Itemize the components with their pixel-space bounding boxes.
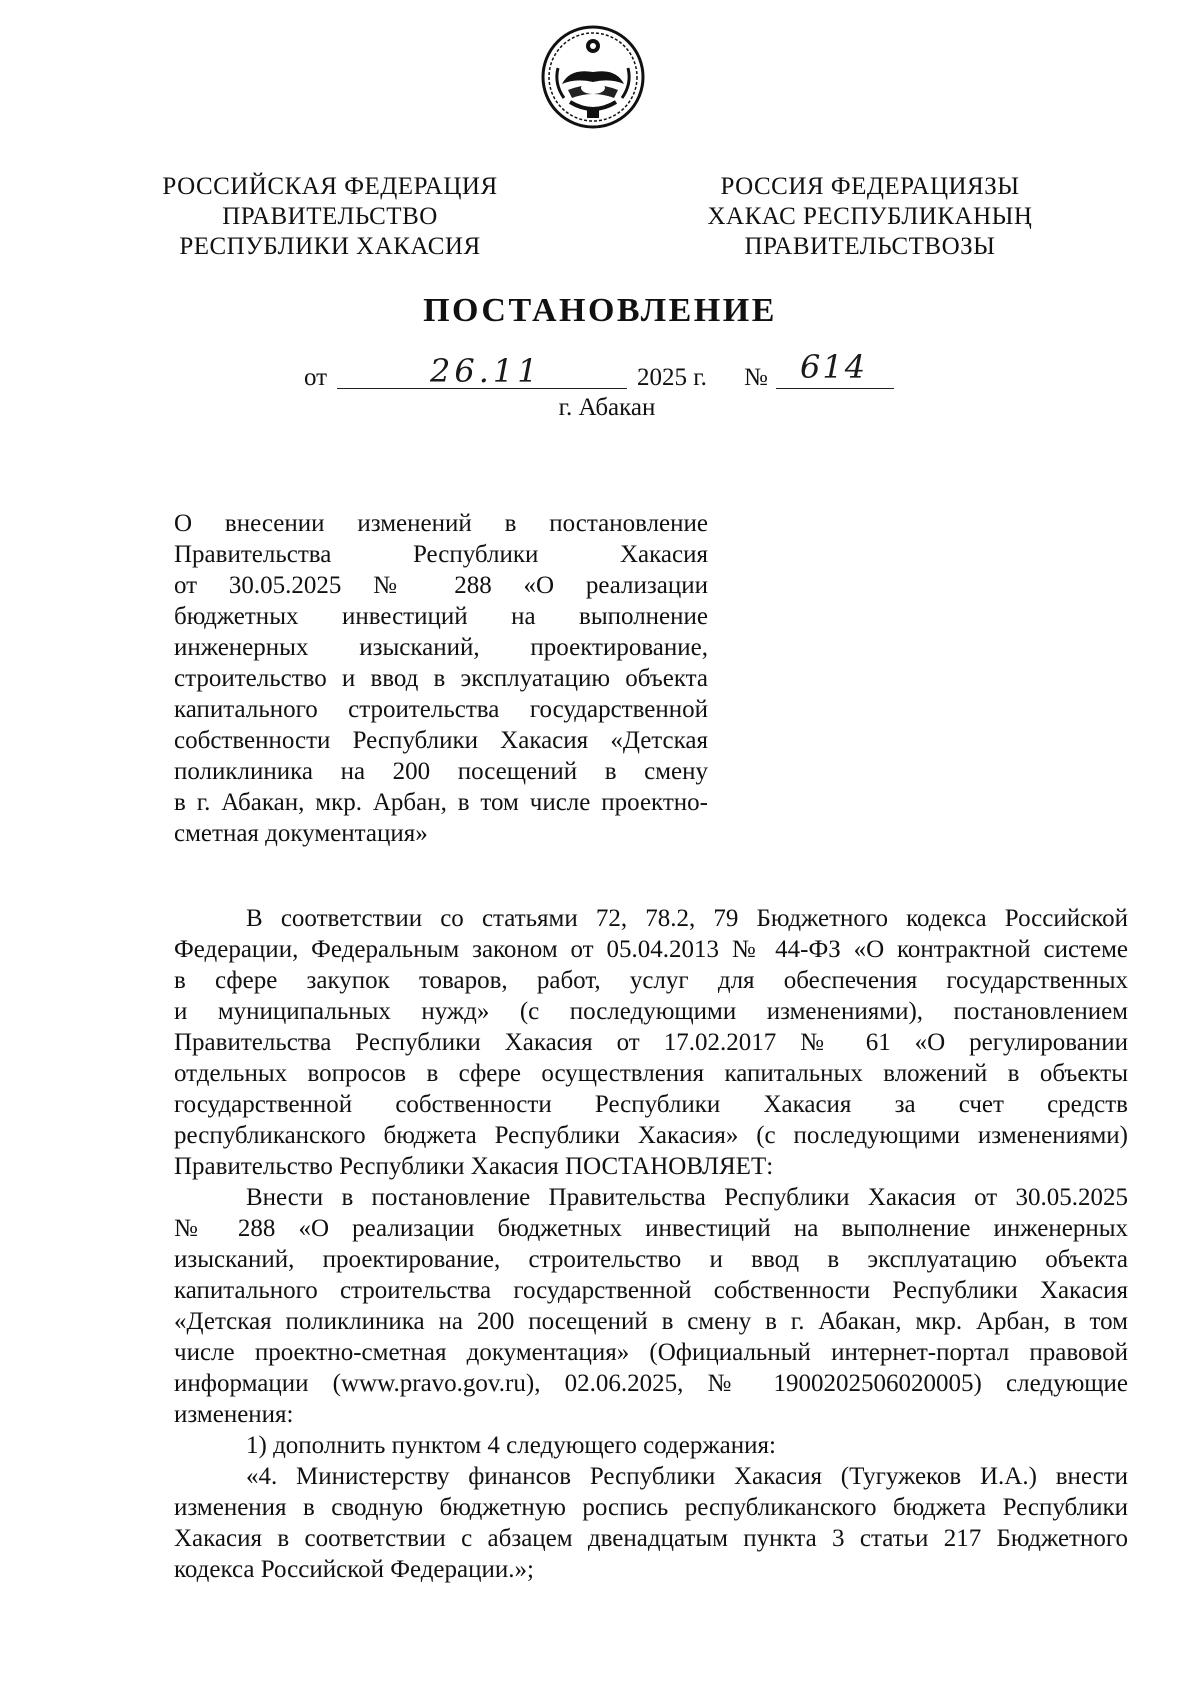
body-text <box>174 903 1128 1585</box>
document-title: ПОСТАНОВЛЕНИЕ <box>423 292 777 329</box>
header-right-line: ХАКАС РЕСПУБЛИКАНЫҢ <box>707 203 1033 230</box>
year-label: 2025 г. <box>637 364 707 391</box>
subject-line: от 30.05.2025 № 288 «О реализации <box>174 572 708 599</box>
body-line: отдельных вопросов в сфере осуществления капитальных вложений в объекты <box>174 1060 1128 1087</box>
body-line: информации (www.pravo.gov.ru), 02.06.2025, № 1900202506020005) следующие <box>174 1370 1128 1397</box>
header-left-line: РОССИЙСКАЯ ФЕДЕРАЦИЯ <box>162 173 498 200</box>
body-line: 1) дополнить пунктом 4 следующего содержания: <box>246 1432 776 1459</box>
date-number-line <box>0 348 1200 398</box>
subject-line: в г. Абакан, мкр. Арбан, в том числе проектно- <box>174 789 708 816</box>
body-line: в сфере закупок товаров, работ, услуг для обеспечения государственных <box>174 967 1128 994</box>
subject-line: строительство и ввод в эксплуатацию объекта <box>174 665 708 692</box>
from-label: от <box>304 364 328 391</box>
body-line: Правительство Республики Хакасия ПОСТАНОВЛЯЕТ: <box>174 1153 774 1180</box>
header-left-line: ПРАВИТЕЛЬСТВО <box>222 203 438 230</box>
subject-line: поликлиника на 200 посещений в смену <box>174 758 708 785</box>
header-right <box>690 172 1050 262</box>
subject-line: Правительства Республики Хакасия <box>174 541 708 568</box>
body-line: и муниципальных нужд» (с последующими изменениями), постановлением <box>174 998 1128 1025</box>
subject-line: О внесении изменений в постановление <box>174 510 708 537</box>
body-line: изменения: <box>174 1401 294 1428</box>
body-line: кодекса Российской Федерации.»; <box>174 1556 534 1583</box>
body-line: Хакасия в соответствии с абзацем двенадцатым пункта 3 статьи 217 Бюджетного <box>174 1525 1128 1552</box>
body-line: изысканий, проектирование, строительство и ввод в эксплуатацию объекта <box>174 1246 1128 1273</box>
subject-line: инженерных изысканий, проектирование, <box>174 634 708 661</box>
body-line: «Детская поликлиника на 200 посещений в смену в г. Абакан, мкр. Арбан, в том <box>174 1308 1128 1335</box>
body-line: № 288 «О реализации бюджетных инвестиций на выполнение инженерных <box>174 1215 1128 1242</box>
body-line: изменения в сводную бюджетную роспись республиканского бюджета Республики <box>174 1494 1128 1521</box>
coat-of-arms-icon <box>540 24 646 130</box>
body-line: государственной собственности Республики Хакасия за счет средств <box>174 1091 1128 1118</box>
subject-line: бюджетных инвестиций на выполнение <box>174 603 708 630</box>
subject-line: сметная документация» <box>174 820 428 847</box>
header-right-line: РОССИЯ ФЕДЕРАЦИЯЗЫ <box>720 173 1020 200</box>
body-line: числе проектно-сметная документация» (Официальный интернет-портал правовой <box>174 1339 1128 1366</box>
subject-block <box>174 508 708 849</box>
subject-line: капитального строительства государственной <box>174 696 708 723</box>
body-line: «4. Министерству финансов Республики Хакасия (Тугужеков И.А.) внести <box>246 1463 1128 1490</box>
number-label: № <box>744 364 768 391</box>
handwritten-number: 614 <box>800 348 868 386</box>
header-left <box>140 172 520 262</box>
handwritten-date: 26.11 <box>430 352 542 390</box>
subject-line: собственности Республики Хакасия «Детская <box>174 727 708 754</box>
city-label: г. Абакан <box>558 394 656 421</box>
number-underline <box>776 388 894 389</box>
header-right-line: ПРАВИТЕЛЬСТВОЗЫ <box>744 233 996 260</box>
body-line: Внести в постановление Правительства Республики Хакасия от 30.05.2025 <box>246 1184 1128 1211</box>
body-line: капитального строительства государственной собственности Республики Хакасия <box>174 1277 1128 1304</box>
body-line: В соответствии со статьями 72, 78.2, 79 Бюджетного кодекса Российской <box>246 905 1128 932</box>
body-line: Федерации, Федеральным законом от 05.04.2013 № 44-ФЗ «О контрактной системе <box>174 936 1128 963</box>
body-line: республиканского бюджета Республики Хакасия» (с последующими изменениями) <box>174 1122 1128 1149</box>
header-left-line: РЕСПУБЛИКИ ХАКАСИЯ <box>179 233 481 260</box>
body-line: Правительства Республики Хакасия от 17.02.2017 № 61 «О регулировании <box>174 1029 1128 1056</box>
